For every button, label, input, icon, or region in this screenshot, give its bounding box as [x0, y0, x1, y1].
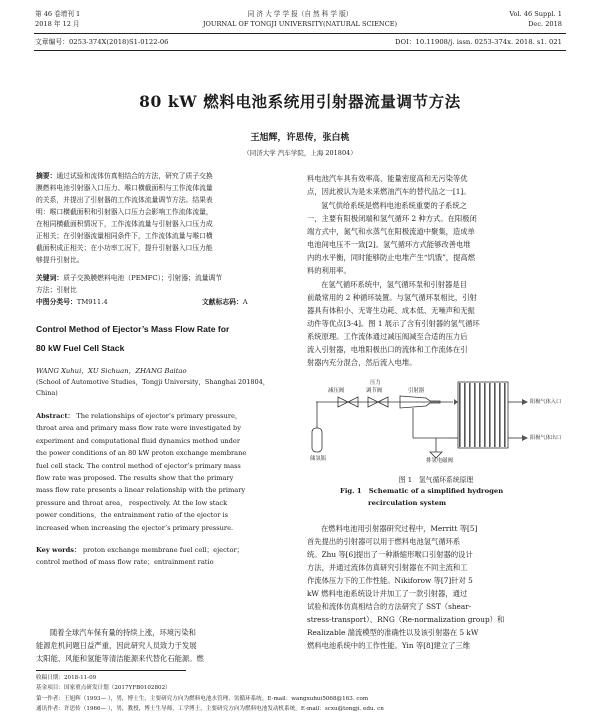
article-number: 文章编号：0253-374X(2018)S1-0122-06	[35, 38, 169, 46]
keywords-en-text: control method of mass flow rate；entrainment ratio	[36, 558, 214, 567]
keywords-en-label: Key words：	[36, 546, 81, 554]
right-line: 在燃料电池用引射器研究过程中，Merritt 等[5]	[321, 524, 478, 533]
title-en-line: Control Method of Ejector’s Mass Flow Rate for	[36, 324, 230, 334]
figure-caption-en-label: Fig. 1	[340, 487, 362, 495]
clc-label: 中图分类号：	[36, 298, 77, 306]
abstract-en-line: The relationships of ejector’s primary pressure，	[76, 412, 242, 420]
right-line: 流入引射器，电堆阳极出口的流体和工作流体在引	[307, 345, 468, 354]
title-en-line: 80 kW Fuel Cell Stack	[36, 343, 125, 353]
abstract-en-line: mass flow rate presents a linear relationship with the primary	[36, 486, 246, 495]
abstract-en	[36, 410, 288, 534]
right-line: 料的利用率。	[307, 266, 351, 275]
figure-caption-cn: 图 1 氢气循环系统原理	[398, 476, 474, 484]
abstract-en-label: Abstract：	[36, 412, 75, 420]
figure-caption-en	[340, 486, 564, 509]
right-line: 在氢气循环系统中，氢气循环泵和引射器是目	[321, 280, 467, 289]
abstract-en-line: throat area and primary mass flow rate were investigated by	[36, 424, 241, 433]
header-vol-en: Vol. 46 Suppl. 1	[509, 10, 562, 18]
right-line: 前最常用的 2 种循环装置。与氢气循环泵相比，引射	[307, 293, 477, 302]
schematic-diagram	[308, 372, 564, 464]
classification	[36, 296, 288, 308]
right-line: stress-transport）、RNG（Re-normalization group）和	[307, 615, 505, 624]
keywords-en-text: proton exchange membrane fuel cell；ejector；	[82, 546, 244, 554]
abstract-cn-line: 明：喉口横截面积和引射器入口压力会影响工作流体流量，	[36, 208, 213, 216]
abstract-cn-line: 够提升引射比。	[36, 256, 84, 264]
authors-en: WANG Xuhui，XU Sichuan，ZHANG Baitao	[36, 367, 187, 375]
header-journal-en: JOURNAL OF TONGJI UNIVERSITY(NATURAL SCIENCE)	[202, 20, 398, 28]
right-line: 料电池汽车具有效率高、能量密度高和无污染等优	[307, 174, 468, 183]
keywords-en	[36, 544, 292, 569]
label-reducer: 减压阀	[328, 388, 345, 394]
doi: DOI：10.11908/j. issn. 0253-374x. 2018. s1. 021	[395, 38, 562, 46]
footnote-author1: 第一作者：王旭辉（1993— ），男，博士生，主要研究方向为燃料电池水管理、氢循环系统。E-mail：wangxuhui5068@163. com	[36, 695, 369, 702]
right-line: 动件等优点[3-4]。图 1 展示了含有引射器的氢气循环	[307, 319, 480, 328]
right-line: 电池间电压不一致[2]。氢气循环方式能够改善电堆	[307, 240, 471, 249]
affiliation-en-line: China)	[36, 389, 58, 397]
abstract-cn-line: 的关系，并提出了引射器的工作流体流量调节方法。结果表	[36, 196, 213, 204]
title-en	[36, 320, 292, 358]
label-stack-out: 阳极气体出口	[530, 435, 562, 441]
right-line: 试验和流体仿真相结合的方法研究了 SST（shear-	[307, 602, 472, 611]
doc-code-value: A	[242, 298, 248, 306]
footnote	[36, 673, 576, 714]
abstract-cn-line: 在相同横截面积情况下，工作流体流量与引射器入口压力成	[36, 220, 213, 228]
paper-affiliation: （同济大学 汽车学院，上海 201804）	[243, 149, 357, 157]
header-volume: 第 46 卷增刊 1	[35, 10, 81, 18]
label-pressure-1: 压力	[370, 380, 381, 386]
keywords-cn-label: 关键词：	[36, 274, 64, 282]
right-line: 统。Zhu 等[6]提出了一种渐缩形喉口引射器的设计	[307, 550, 473, 559]
abstract-cn-line: 截面积成正相关；在小功率工况下，提升引射器入口压力能	[36, 244, 213, 252]
header-date: 2018 年 12 月	[35, 20, 80, 28]
right-line: 一，主要有阳极闭端和氢气循环 2 种方式。在阳极闭	[307, 214, 477, 223]
header-journal-cn: 同 济 大 学 学 报（自 然 科 学 版）	[247, 10, 353, 18]
label-pressure-2: 调节阀	[366, 388, 383, 394]
right-line: 射器内充分混合，然后流入电堆。	[307, 358, 417, 367]
abstract-en-line: flow rate was proposed. The results show that the primary	[36, 474, 234, 483]
label-stack-in: 阳极气体入口	[530, 399, 562, 405]
right-line: 燃料电池系统中的工作性能。Yin 等[8]建立了三维	[307, 641, 471, 650]
right-para1	[307, 172, 565, 198]
header-date-en: Dec. 2018	[528, 20, 562, 28]
right-line: 内的水平衡，同时能够防止电堆产生“饥饿”，提高燃	[307, 253, 475, 262]
abstract-en-line: the power conditions of an 80 kW proton exchange membrane	[36, 449, 247, 458]
paper-authors: 王旭辉，许思传，张白桃	[250, 133, 350, 143]
right-para4	[307, 522, 565, 652]
clc-value: TM911.4	[76, 298, 108, 306]
right-line: 作流体压力下的工作性能。Nikiforow 等[7]针对 5	[307, 576, 473, 585]
figure-caption-en-line: Schematic of a simplified hydrogen	[368, 487, 504, 495]
right-line: 方法，并通过流体仿真研究引射器在不同主流和工	[307, 563, 468, 572]
right-line: 器具有体积小、无寄生功耗、成本低、无噪声和无振	[307, 306, 475, 315]
right-line: 氢气供给系统是燃料电池系统重要的子系统之	[321, 201, 467, 210]
hydrogen-tank	[312, 428, 322, 452]
footnote-received: 收稿日期：2018-11-09	[36, 675, 97, 681]
intro-line: 太阳能、风能和氢能等清洁能源来代替化石能源。燃	[36, 654, 204, 663]
abstract-cn	[36, 170, 288, 266]
abstract-cn-line: 通过试验和流体仿真相结合的方法，研究了质子交换	[56, 172, 213, 180]
intro-left	[36, 626, 292, 665]
abstract-en-line: fuel cell stack. The control method of ejector’s primary mass	[36, 461, 241, 470]
affiliation-en-line: (School of Automotive Studies，Tongji University，Shanghai 201804，	[36, 378, 270, 386]
doc-code-label: 文献标志码：	[202, 298, 243, 306]
right-line: 端方式中，氮气和水蒸气在阳极流道中聚集，造成单	[307, 227, 475, 236]
footnote-author2: 通讯作者：许思传（1966— ），男，教授，博士生导师，工学博士，主要研究方向为燃料电池发动机系统。E-mail：scxu@tongji. edu. cn	[36, 705, 384, 712]
right-line: 首先提出的引射器可以用于燃料电池氢气循环系	[307, 537, 461, 546]
intro-line: 随着全球汽车保有量的持续上涨，环境污染和	[50, 628, 196, 637]
affiliation-en	[36, 377, 292, 399]
keywords-cn	[36, 272, 288, 296]
footnote-rule	[36, 670, 186, 671]
label-ejector: 引射器	[408, 388, 425, 394]
figure-caption-en-line: recirculation system	[368, 498, 447, 507]
abstract-en-line: power conditions，the entrainment ratio of the ejector is	[36, 511, 229, 520]
abstract-en-line: increased when increasing the ejector’s primary pressure.	[36, 523, 234, 532]
right-line: kW 燃料电池系统设计并加工了一款引射器，通过	[307, 589, 468, 598]
abstract-cn-line: 正相关；在引射器流量相同条件下，工作流体流量与喉口横	[36, 232, 213, 240]
abstract-cn-label: 摘要：	[36, 172, 57, 180]
paper-title: 80 kW 燃料电池系统用引射器流量调节方法	[139, 92, 461, 111]
right-line: 系统原理。工作流体通过减压阀减至合适的压力后	[307, 332, 468, 341]
right-line: 点，因此被认为是未来燃油汽车的替代品之一[1]。	[307, 187, 471, 196]
figure-1	[308, 372, 564, 464]
label-purge: 排氢电磁阀	[426, 458, 453, 464]
right-line: Realizable 湍流模型的准确性以及该引射器在 5 kW	[307, 628, 479, 637]
keywords-cn-text: 方法；引射比	[36, 286, 77, 294]
abstract-en-line: pressure and throat area， respectively. At the low stack	[36, 498, 228, 507]
right-para3	[307, 278, 565, 369]
intro-line: 能源危机问题日益严重，因此研究人员致力于发展	[36, 641, 197, 650]
abstract-en-line: experiment and computational fluid dynamics method under	[36, 436, 240, 445]
abstract-cn-line: 膜燃料电池引射器入口压力、喉口横截面积与工作流体流量	[36, 184, 213, 192]
right-para2	[307, 199, 565, 277]
label-tank: 储氢瓶	[310, 456, 327, 462]
keywords-cn-text: 质子交换膜燃料电池（PEMFC）；引射器；流量调节	[63, 274, 223, 282]
header-rule	[34, 33, 566, 34]
footnote-fund: 基金项目：国家重点研发计划（2017YFB0102802）	[36, 685, 171, 692]
doi-rule	[34, 50, 566, 51]
